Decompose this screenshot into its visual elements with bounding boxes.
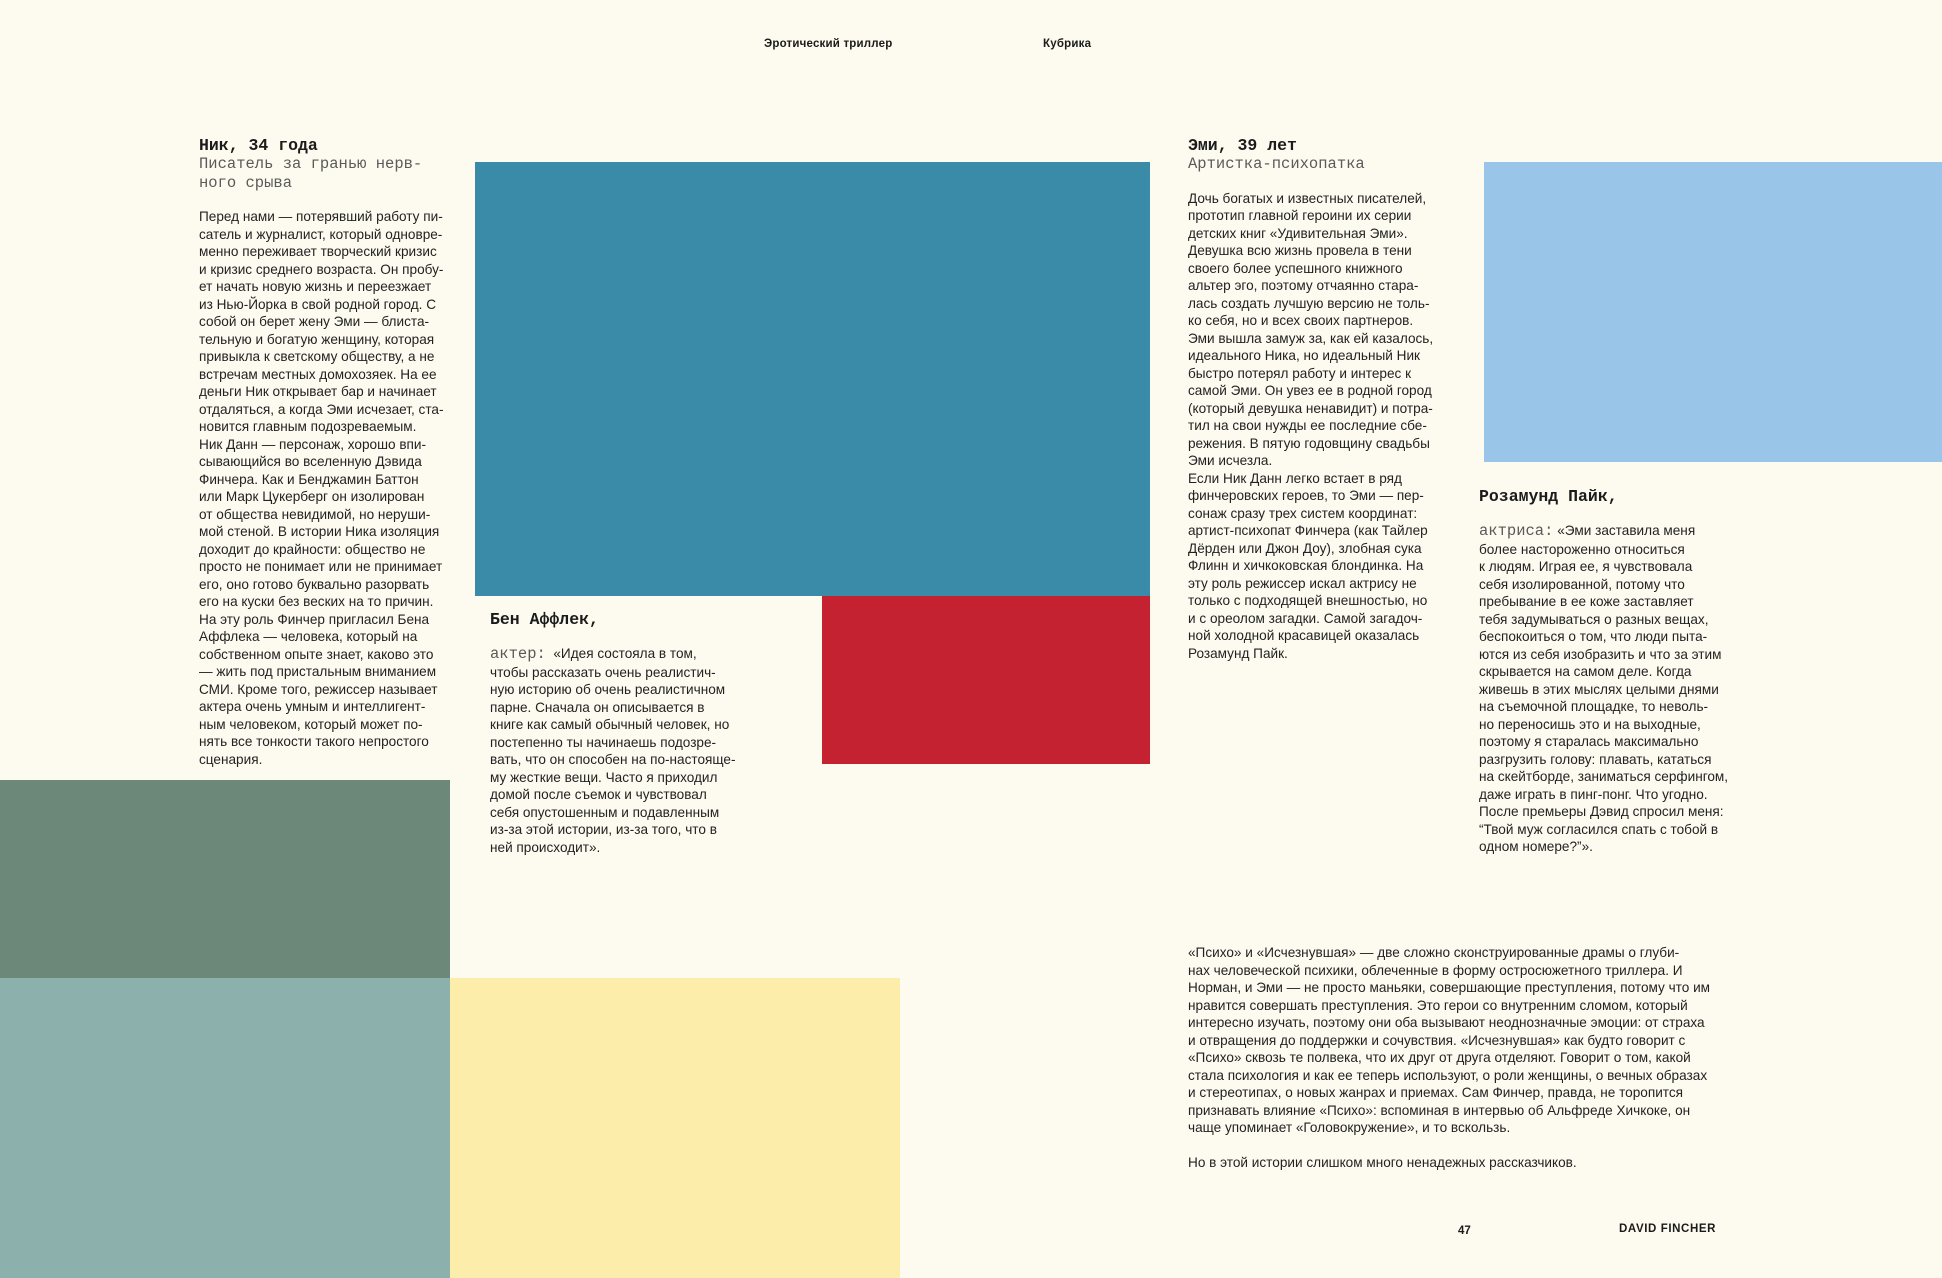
section-title: DAVID FINCHER — [1619, 1223, 1717, 1235]
amy-heading: Эми, 39 лет — [1188, 136, 1297, 155]
nick-profile — [199, 137, 469, 768]
teal-color-block — [475, 162, 1150, 596]
rosamund-quote-text — [1479, 522, 1779, 856]
nick-subtitle: Писатель за гранью нерв- ного срыва — [199, 155, 423, 192]
amy-body-text: Дочь богатых и известных писателей, прототип главной героини их серии детских книг «Удивительная Эми». Девушка всю жизнь провела в тени своего более успешного книжного альтер эго, поэтому отчаянно стара- лась создать лучшую версию не толь- ко себя, но и всех своих партнеров. Эми вышла замуж за, как ей казалось, идеального Ника, но идеальный Ник быстро потерял работу и интерес к самой Эми. Он увез ее в родной город (который девушка ненавидит) и потра- тил на свои нужды ее последние сбе- режения. В пятую годовщину свадьбы Эми исчезла. Если Ник Данн легко встает в ряд финчеровских героев, то Эми — пер- сонаж сразу трех систем координат: артист-психопат Финчера (как Тайлер Дёрден или Джон Доу), злобная сука Флинн и хичкоковская блондинка. На эту роль режиссер искал актрису не только с подходящей внешностью, но и с ореолом загадки. Самой загадоч- ной холодной красавицей оказалась Розамунд Пайк. — [1188, 190, 1434, 661]
amy-profile — [1188, 137, 1468, 662]
cream-color-block — [450, 978, 900, 1278]
rosamund-role-label: актриса: — [1479, 522, 1554, 540]
nick-body-text: Перед нами — потерявший работу пи- сатель и журналист, который одновре- менно переживает творческий кризис и кризис среднего возраста. Он пробу- ет начать новую жизнь и переезжает из Нью-Йорка в свой родной город. С собой он берет жену Эми — блиста- тельную и богатую женщину, которая привыкла к светскому обществу, а не встречам местных домохозяек. На ее деньги Ник открывает бар и начинает отдаляться, а когда Эми исчезает, ста- новится главным подозреваемым. Ник Данн — персонаж, хорошо впи- сывающийся во вселенную Дэвида Финчера. Как и Бенджамин Баттон или Марк Цукерберг он изолирован от общества невидимой, но неруши- мой стеной. В истории Ника изоляция доходит до крайности: общество не просто не понимает или не принимает его, оно готово буквально разорвать его на куски без веских на то причин. На эту роль Финчер пригласил Бена Аффлека — человека, который на собственном опыте знает, каково это — жить под пристальным вниманием СМИ. Кроме того, режиссер называет актера очень умным и интеллигент- ным человеком, который может по- нять все тонкости такого непростого сценария. — [199, 209, 444, 767]
ben-heading: Бен Аффлек, — [490, 610, 599, 629]
seafoam-color-block — [0, 978, 450, 1278]
running-header-left: Эротический триллер — [764, 38, 893, 50]
sky-blue-color-block — [1484, 162, 1942, 462]
page-number: 47 — [1458, 1225, 1471, 1237]
closing-text — [1188, 944, 1748, 1171]
rosamund-quote-body: «Эми заставила меня более настороженно относиться к людям. Играя ее, я чувствовала себя изолированной, потому что пребывание в ее коже заставляет тебя задумываться о разных вещах, беспокоиться о том, что люди пыта- ются из себя изобразить и что за этим скрывается на самом деле. Когда живешь в этих мыслях целыми днями на съемочной площадке, то неволь- но переносишь это и на выходные, поэтому я старалась максимально разгрузить голову: плавать, кататься на скейтборде, заниматься серфингом, даже играть в пинг-понг. Что угодно. После премьеры Дэвид спросил меня: “Твой муж согласился спать с тобой в одном номере?”». — [1479, 523, 1729, 854]
sage-color-block — [0, 780, 450, 978]
ben-quote-text — [490, 645, 790, 856]
rosamund-pike-quote — [1479, 488, 1779, 856]
amy-subtitle: Артистка-психопатка — [1188, 155, 1365, 173]
nick-heading: Ник, 34 года — [199, 136, 318, 155]
ben-affleck-quote — [490, 611, 790, 856]
rosamund-heading: Розамунд Пайк, — [1479, 487, 1618, 506]
running-header-right: Кубрика — [1043, 38, 1092, 50]
closing-paragraph-2: Но в этой истории слишком много ненадежных рассказчиков. — [1188, 1154, 1577, 1170]
ben-role-label: актер: — [490, 645, 546, 663]
red-color-block — [822, 596, 1150, 764]
ben-quote-body: «Идея состояла в том, чтобы рассказать очень реалистич- ную историю об очень реалистичном парне. Сначала он описывается в книге как самый обычный человек, но постепенно ты начинаешь подозре- вать, что он способен на по-настояще- му жесткие вещи. Часто я приходил домой после съемок и чувствовал себя опустошенным и подавленным из-за этой истории, из-за того, что в ней происходит». — [490, 646, 736, 855]
closing-paragraph-1: «Психо» и «Исчезнувшая» — две сложно сконструированные драмы о глуби- нах человеческой психики, облеченные в форму остросюжетного триллера. И Норман, и Эми — не просто маньяки, совершающие преступления, потому что им нравится совершать преступления. Это герои со внутренним сломом, который интересно изучать, поэтому они оба вызывают неоднозначные эмоции: от страха и отвращения до поддержки и сочувствия. «Исчезнувшая» как будто говорит с «Психо» сквозь те полвека, что их друг от друга отделяют. Говорит о том, какой стала психология и как ее теперь используют, о роли женщины, о вечных образах и стереотипах, о новых жанрах и приемах. Сам Финчер, правда, не торопится признавать влияние «Психо»: вспоминая в интервью об Альфреде Хичкоке, он чаще упоминает «Головокружение», и то вскользь. — [1188, 945, 1711, 1135]
